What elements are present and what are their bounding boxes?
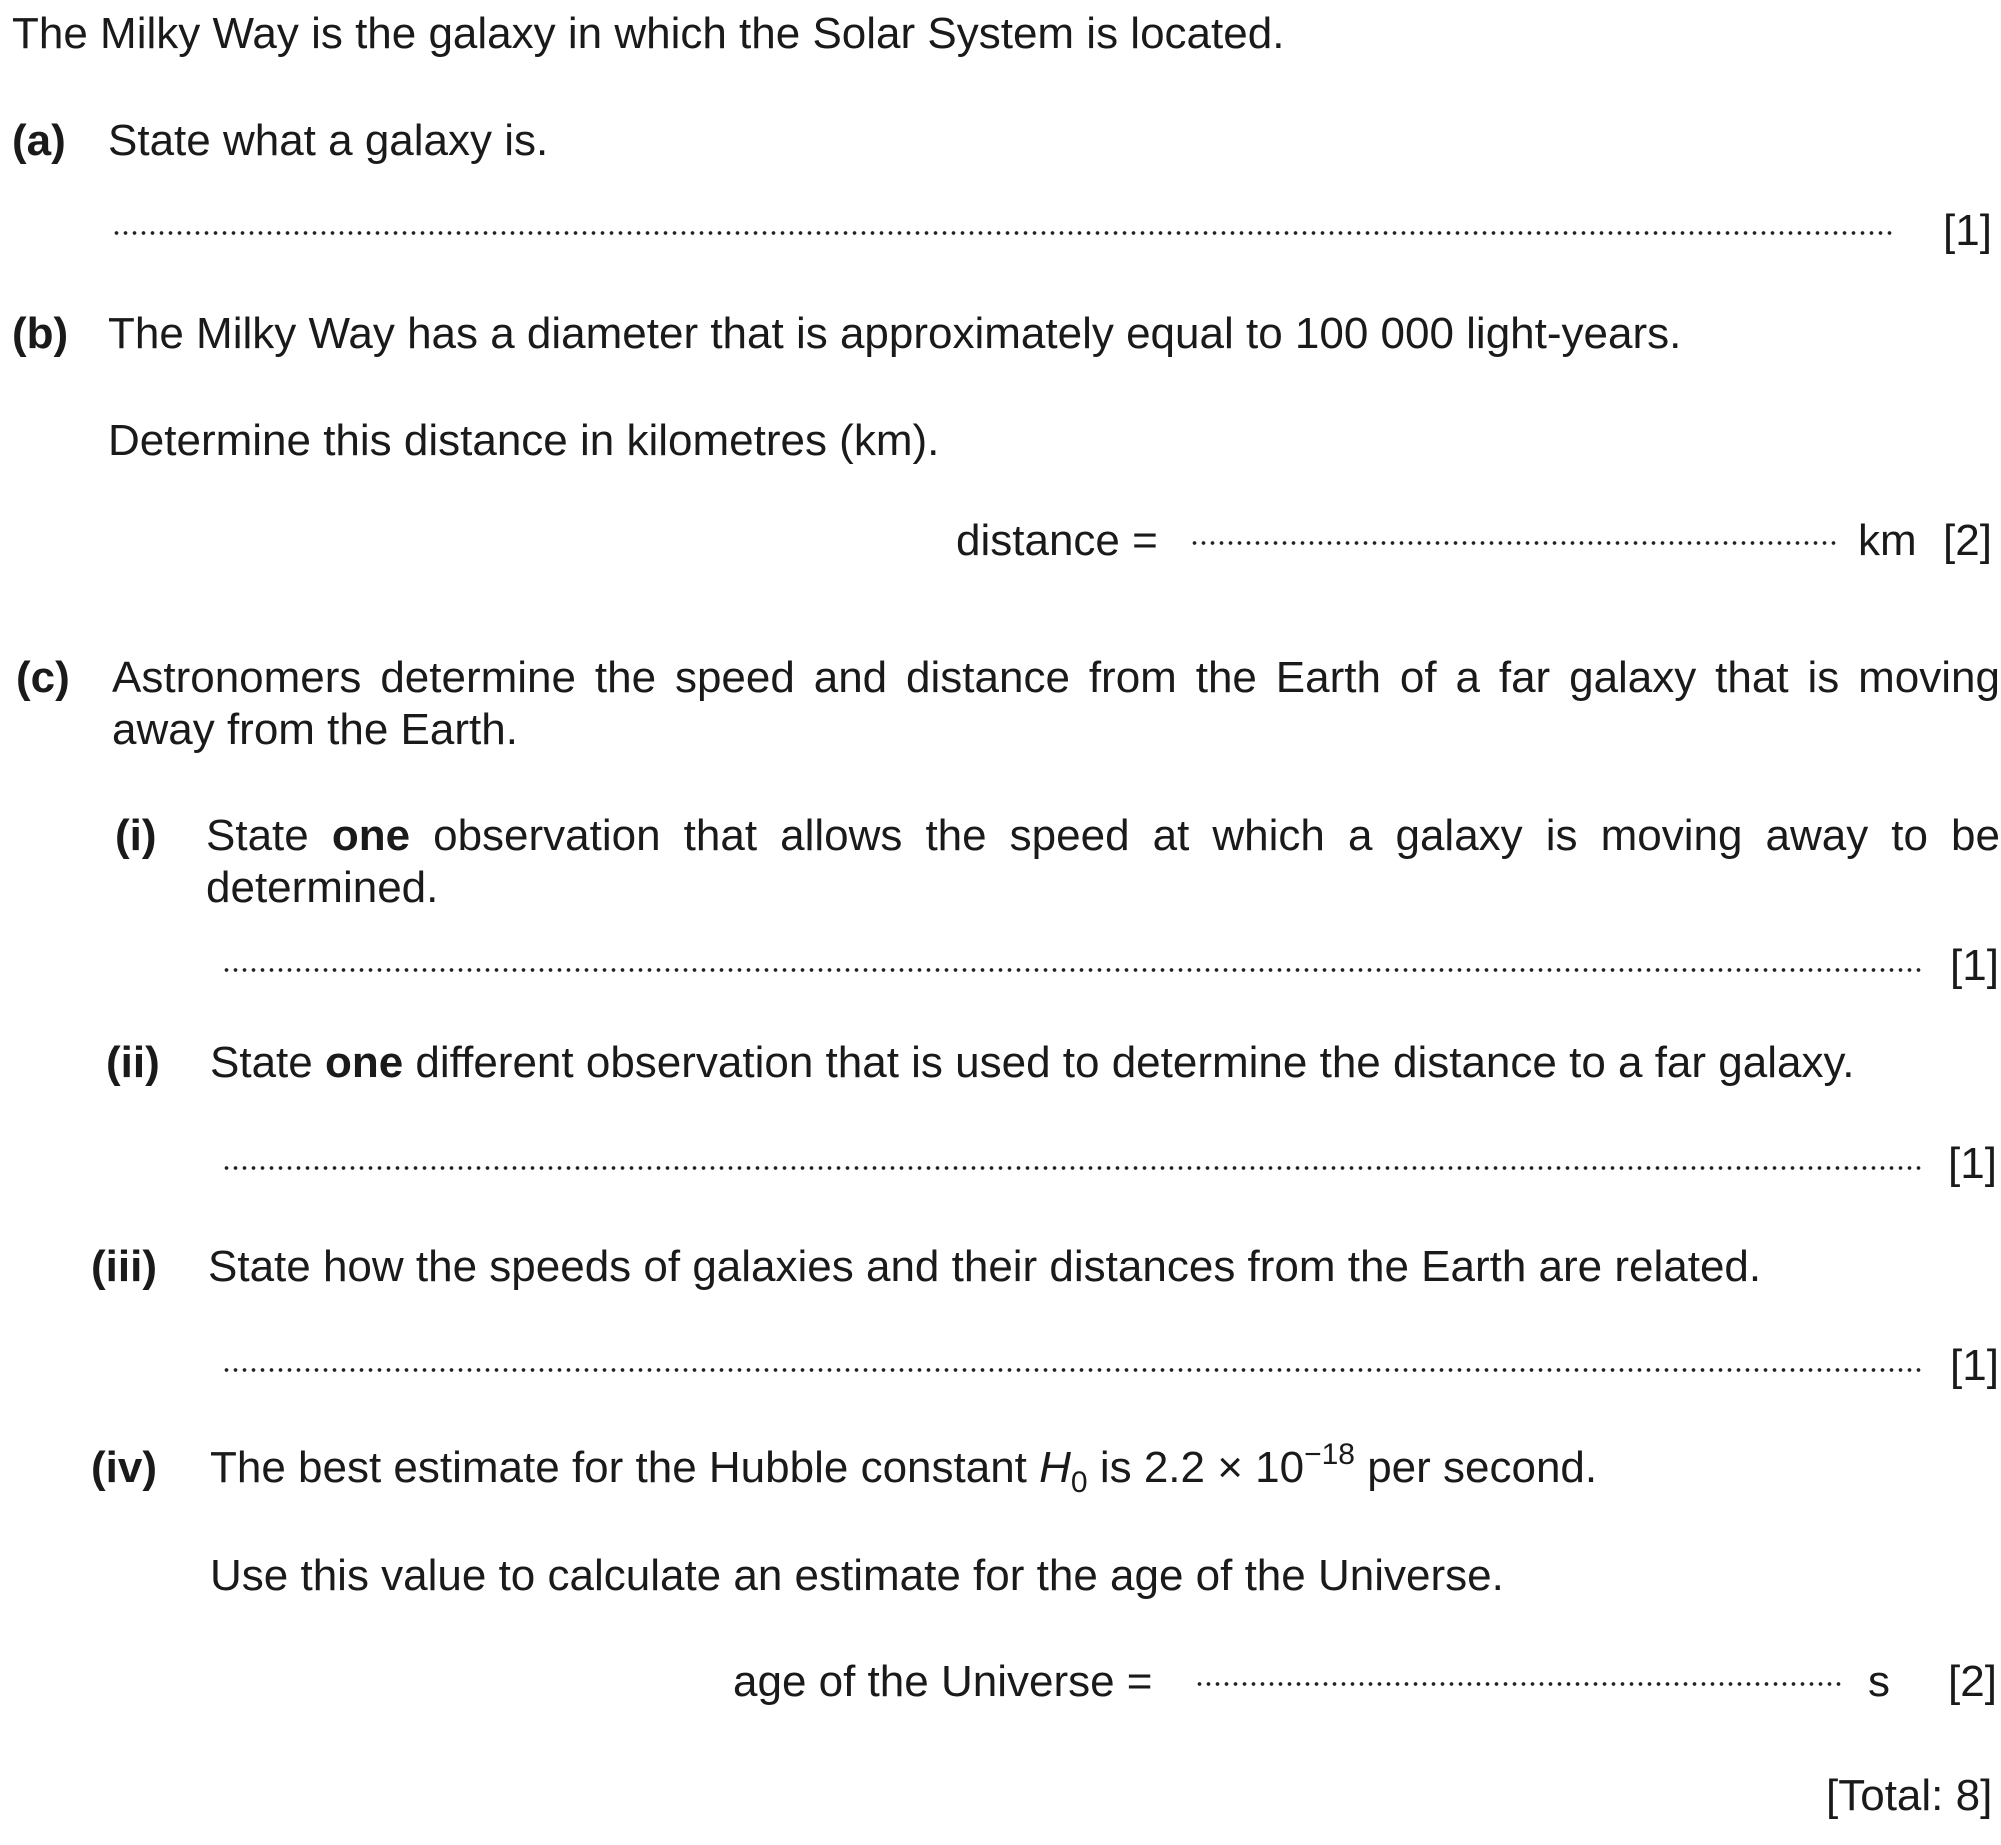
part-c-iii-question: State how the speeds of galaxies and their distances from the Earth are related. (208, 1242, 1762, 1291)
age-answer-line[interactable] (1195, 1681, 1845, 1687)
part-c-iii-label: (iii) (91, 1242, 157, 1291)
part-c-i-question: State one observation that allows the speed at which a galaxy is moving away to be determined. (206, 811, 2000, 912)
part-c-ii-label: (ii) (106, 1038, 160, 1087)
part-a-answer-line[interactable] (112, 230, 1892, 236)
part-c-iv-instruction: Use this value to calculate an estimate for the age of the Universe. (210, 1551, 1504, 1600)
hubble-constant-symbol: H (1039, 1443, 1071, 1492)
part-c-text: Astronomers determine the speed and distance from the Earth of a far galaxy that is moving away from the Earth. (112, 653, 2000, 754)
part-a-question: State what a galaxy is. (108, 116, 549, 165)
part-c-iii-marks: [1] (1950, 1341, 1999, 1390)
age-unit: s (1868, 1657, 1890, 1706)
part-c-iv-marks: [2] (1948, 1657, 1997, 1706)
intro-text: The Milky Way is the galaxy in which the Solar System is located. (12, 9, 1285, 58)
part-c-ii-answer-line[interactable] (222, 1165, 1922, 1171)
distance-unit: km (1858, 516, 1917, 565)
part-c-i-label: (i) (115, 811, 157, 860)
part-a-label: (a) (12, 116, 66, 165)
part-c-iv-question: The best estimate for the Hubble constant $H_0$ is $2.2 \times 10^{-18}$ per second. (210, 1438, 1598, 1499)
total-marks: [Total: 8] (1826, 1771, 1993, 1820)
part-b-marks: [2] (1943, 516, 1992, 565)
part-c-iv-label: (iv) (91, 1443, 157, 1492)
part-a-marks: [1] (1943, 206, 1992, 255)
part-b-label: (b) (12, 309, 69, 358)
part-c-iii-answer-line[interactable] (222, 1367, 1922, 1373)
distance-answer-line[interactable] (1190, 540, 1840, 546)
part-b-question: The Milky Way has a diameter that is approximately equal to 100 000 light-years. (108, 309, 1682, 358)
part-c-i-marks: [1] (1950, 941, 1999, 990)
part-c-ii-question: State one different observation that is used to determine the distance to a far galaxy. (210, 1038, 1855, 1087)
part-c-ii-marks: [1] (1948, 1139, 1997, 1188)
part-b-instruction: Determine this distance in kilometres (km). (108, 416, 940, 465)
part-c-i-answer-line[interactable] (222, 967, 1922, 973)
part-c-label: (c) (16, 653, 70, 702)
distance-answer-label: distance = (956, 516, 1158, 565)
age-answer-label: age of the Universe = (733, 1657, 1153, 1706)
